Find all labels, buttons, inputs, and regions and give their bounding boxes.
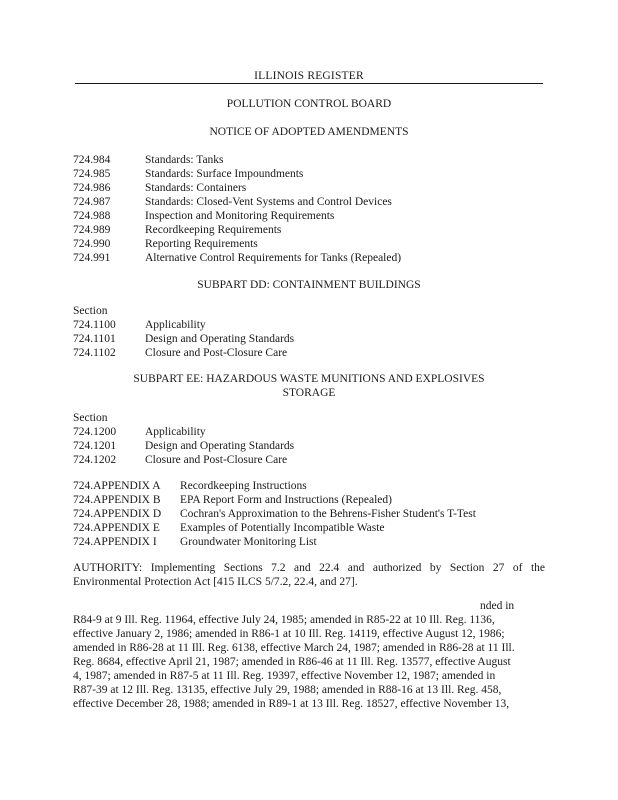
source-line: amended in R86-28 at 11 Ill. Reg. 6138, effective March 24, 1987; amended in R86-28 at 11 Ill. — [73, 642, 515, 654]
section-title: Standards: Closed-Vent Systems and Control Devices — [145, 196, 392, 208]
appendix-number: 724.APPENDIX B — [73, 494, 161, 506]
source-line: effective January 2, 1986; amended in R86-1 at 10 Ill. Reg. 14119, effective August 12, 1986; — [73, 628, 505, 640]
section-row — [73, 168, 304, 180]
authority-note: AUTHORITY: Implementing Sections 7.2 and 22.4 and authorized by Section 27 of the Environmental Protection Act [415 ILCS 5/7.2, 22.4, and 27]. — [73, 562, 545, 588]
section-title: Recordkeeping Requirements — [145, 224, 282, 236]
section-row — [73, 319, 206, 331]
appendix-number: 724.APPENDIX I — [73, 536, 157, 548]
notice-title: NOTICE OF ADOPTED AMENDMENTS — [209, 126, 409, 138]
section-title: Reporting Requirements — [145, 238, 258, 250]
source-fragment: nded in — [480, 600, 515, 612]
section-number: 724.1100 — [73, 319, 116, 331]
section-row — [73, 440, 295, 452]
appendix-row — [73, 536, 317, 548]
section-row — [73, 196, 392, 208]
source-line: Reg. 8684, effective April 21, 1987; amended in R86-46 at 11 Ill. Reg. 13577, effective August — [73, 656, 511, 668]
section-title: Alternative Control Requirements for Tanks (Repealed) — [145, 252, 402, 264]
appendix-title: Examples of Potentially Incompatible Waste — [180, 522, 385, 534]
section-number: 724.1202 — [73, 454, 117, 466]
section-label: Section — [73, 305, 108, 317]
section-number: 724.988 — [73, 210, 111, 222]
subpart-dd-heading: SUBPART DD: CONTAINMENT BUILDINGS — [197, 279, 421, 291]
section-row — [73, 454, 288, 466]
section-number: 724.990 — [73, 238, 111, 250]
section-number: 724.991 — [73, 252, 111, 264]
appendix-title: Groundwater Monitoring List — [180, 536, 317, 548]
appendix-number: 724.APPENDIX E — [73, 522, 160, 534]
section-number: 724.1102 — [73, 347, 116, 359]
section-row — [73, 154, 224, 166]
appendix-title: Cochran's Approximation to the Behrens-Fisher Student's T-Test — [180, 508, 476, 520]
section-row — [73, 224, 282, 236]
source-line: effective December 28, 1988; amended in R89-1 at 13 Ill. Reg. 18527, effective November 13, — [73, 698, 510, 710]
section-title: Closure and Post-Closure Care — [145, 454, 288, 466]
section-number: 724.989 — [73, 224, 111, 236]
board-title: POLLUTION CONTROL BOARD — [226, 98, 392, 110]
section-number: 724.1101 — [73, 333, 116, 345]
section-number: 724.985 — [73, 168, 111, 180]
section-title: Closure and Post-Closure Care — [145, 347, 288, 359]
section-title: Applicability — [145, 426, 206, 438]
section-number: 724.1201 — [73, 440, 117, 452]
section-title: Design and Operating Standards — [145, 440, 295, 452]
section-title: Standards: Containers — [145, 182, 247, 194]
section-row — [73, 210, 335, 222]
section-row — [73, 252, 402, 264]
section-number: 724.1200 — [73, 426, 117, 438]
appendix-row — [73, 508, 476, 520]
source-line: R84-9 at 9 Ill. Reg. 11964, effective July 24, 1985; amended in R85-22 at 10 Ill. Reg. 1136, — [73, 614, 495, 626]
section-number: 724.984 — [73, 154, 111, 166]
register-header: ILLINOIS REGISTER — [75, 70, 543, 84]
section-title: Design and Operating Standards — [145, 333, 295, 345]
appendix-number: 724.APPENDIX A — [73, 480, 161, 492]
appendix-number: 724.APPENDIX D — [73, 508, 162, 520]
source-line: 4, 1987; amended in R87-5 at 11 Ill. Reg. 19397, effective November 12, 1987; amended in — [73, 670, 496, 682]
appendix-row — [73, 480, 307, 492]
subpart-ee-heading: SUBPART EE: HAZARDOUS WASTE MUNITIONS AND EXPLOSIVES — [133, 373, 485, 385]
section-number: 724.986 — [73, 182, 111, 194]
section-row — [73, 238, 258, 250]
section-row — [73, 182, 247, 194]
section-title: Standards: Tanks — [145, 154, 224, 166]
appendix-title: EPA Report Form and Instructions (Repealed) — [180, 494, 392, 506]
section-title: Standards: Surface Impoundments — [145, 168, 304, 180]
section-label: Section — [73, 412, 108, 424]
appendix-row — [73, 522, 385, 534]
section-title: Applicability — [145, 319, 206, 331]
appendix-title: Recordkeeping Instructions — [180, 480, 307, 492]
source-line: R87-39 at 12 Ill. Reg. 13135, effective July 29, 1988; amended in R88-16 at 13 Ill. Reg. 458, — [73, 684, 502, 696]
appendix-row — [73, 494, 392, 506]
section-row — [73, 333, 295, 345]
subpart-ee-heading-cont: STORAGE — [282, 387, 336, 399]
section-title: Inspection and Monitoring Requirements — [145, 210, 335, 222]
section-number: 724.987 — [73, 196, 111, 208]
section-row — [73, 347, 288, 359]
section-row — [73, 426, 206, 438]
